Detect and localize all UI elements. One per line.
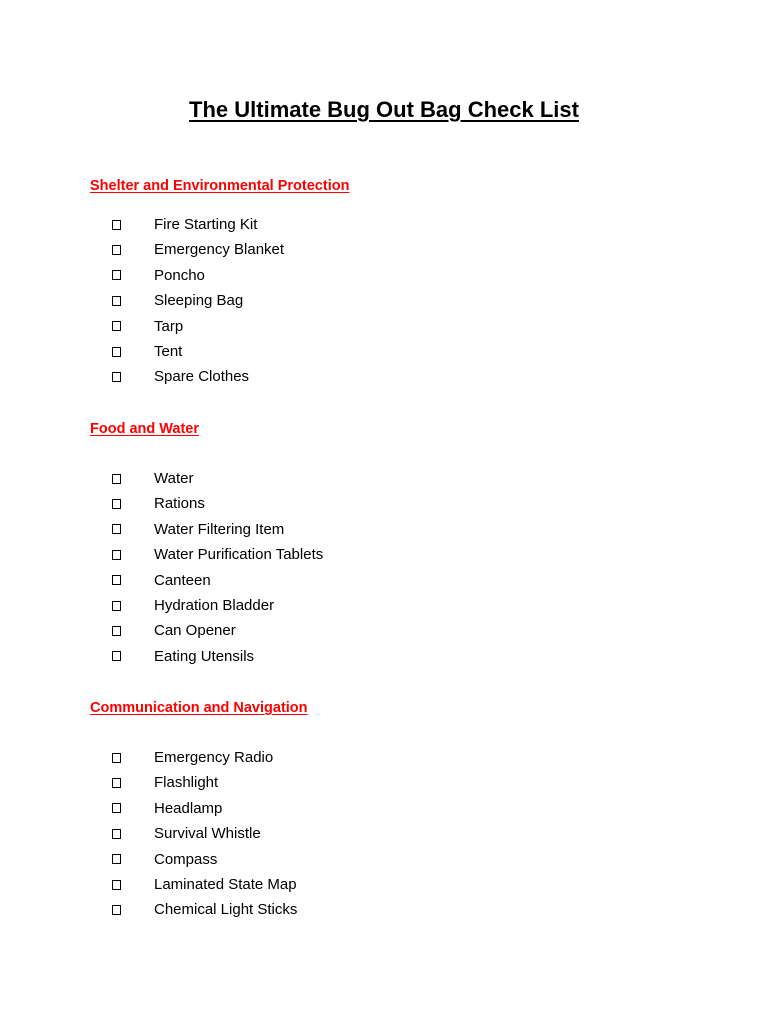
checkbox-icon[interactable] — [112, 753, 121, 763]
item-label: Emergency Blanket — [154, 241, 285, 259]
checkbox-icon[interactable] — [112, 880, 121, 890]
checkbox-icon[interactable] — [112, 474, 121, 484]
list-item — [110, 644, 323, 669]
checkbox-icon[interactable] — [112, 778, 121, 788]
list-item — [110, 491, 323, 516]
list-item — [110, 237, 284, 262]
item-label: Flashlight — [154, 774, 219, 792]
checkbox-icon[interactable] — [112, 372, 121, 382]
section-heading-shelter: Shelter and Environmental Protection — [90, 178, 350, 194]
list-item — [110, 796, 297, 821]
checkbox-icon[interactable] — [112, 321, 121, 331]
item-label: Chemical Light Sticks — [154, 901, 298, 919]
checklist-shelter — [110, 212, 284, 390]
list-item — [110, 263, 284, 288]
item-label: Tarp — [154, 317, 184, 335]
item-label: Rations — [154, 495, 205, 513]
checkbox-icon[interactable] — [112, 296, 121, 306]
checkbox-icon[interactable] — [112, 550, 121, 560]
list-item — [110, 593, 323, 618]
item-label: Laminated State Map — [154, 875, 297, 893]
checkbox-icon[interactable] — [112, 803, 121, 813]
item-label: Poncho — [154, 266, 205, 284]
list-item — [110, 542, 323, 567]
list-item — [110, 745, 297, 770]
item-label: Fire Starting Kit — [154, 216, 258, 233]
checkbox-icon[interactable] — [112, 245, 121, 255]
list-item — [110, 821, 297, 846]
section-heading-communication: Communication and Navigation — [90, 700, 308, 716]
item-label: Water Purification Tablets — [154, 546, 324, 564]
checkbox-icon[interactable] — [112, 575, 121, 585]
item-label: Can Opener — [154, 622, 236, 640]
list-item — [110, 314, 284, 339]
list-item — [110, 212, 284, 237]
checkbox-icon[interactable] — [112, 626, 121, 636]
list-item — [110, 847, 297, 872]
list-item — [110, 517, 323, 542]
list-item — [110, 770, 297, 795]
checkbox-icon[interactable] — [112, 854, 121, 864]
item-label: Emergency Radio — [154, 749, 274, 766]
section-heading-food-water: Food and Water — [90, 421, 200, 437]
list-item — [110, 466, 323, 491]
checklist-food-water — [110, 466, 323, 669]
list-item — [110, 288, 284, 313]
checkbox-icon[interactable] — [112, 499, 121, 509]
item-label: Sleeping Bag — [154, 292, 244, 310]
list-item — [110, 897, 297, 922]
item-label: Headlamp — [154, 799, 223, 817]
page-title: The Ultimate Bug Out Bag Check List — [189, 97, 579, 122]
item-label: Compass — [154, 850, 218, 868]
checkbox-icon[interactable] — [112, 905, 121, 915]
checkbox-icon[interactable] — [112, 524, 121, 534]
list-item — [110, 568, 323, 593]
list-item — [110, 364, 284, 389]
item-label: Canteen — [154, 571, 211, 589]
checkbox-icon[interactable] — [112, 829, 121, 839]
item-label: Hydration Bladder — [154, 596, 275, 614]
list-item — [110, 618, 323, 643]
checkbox-icon[interactable] — [112, 270, 121, 280]
list-item — [110, 339, 284, 364]
item-label: Survival Whistle — [154, 825, 261, 843]
checkbox-icon[interactable] — [112, 601, 121, 611]
list-item — [110, 872, 297, 897]
item-label: Eating Utensils — [154, 647, 255, 665]
checkbox-icon[interactable] — [112, 220, 121, 230]
checklist-communication — [110, 745, 297, 923]
item-label: Water Filtering Item — [154, 520, 285, 538]
item-label: Water — [154, 470, 194, 487]
item-label: Spare Clothes — [154, 368, 250, 386]
item-label: Tent — [154, 342, 183, 360]
checkbox-icon[interactable] — [112, 347, 121, 357]
checkbox-icon[interactable] — [112, 651, 121, 661]
